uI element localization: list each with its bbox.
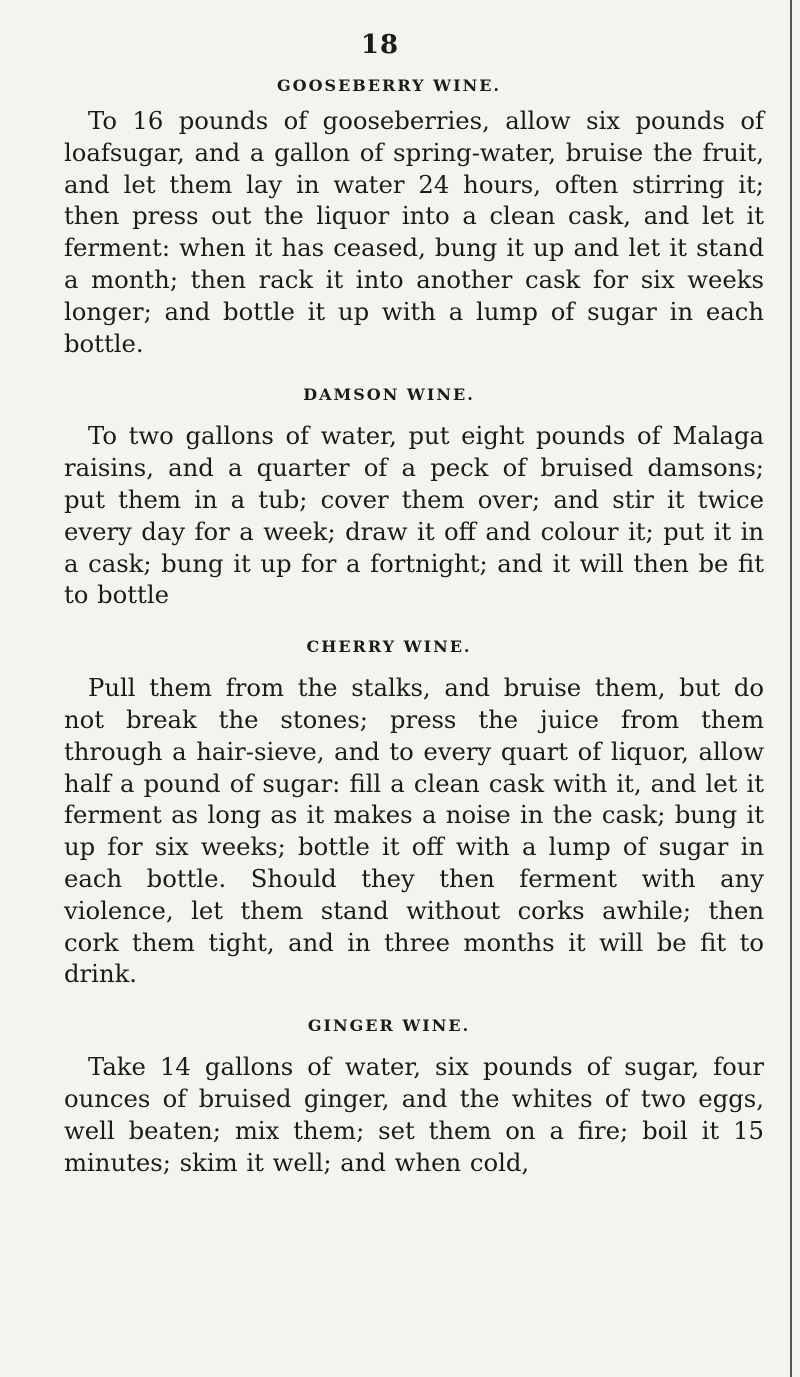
text-column <box>64 76 764 1178</box>
recipe-gooseberry-wine <box>64 76 764 359</box>
page-number: 18 <box>360 30 400 60</box>
page-edge-rule <box>790 0 792 1377</box>
recipe-damson-wine <box>64 385 764 611</box>
recipe-body: To 16 pounds of gooseberries, allow six pounds of loafsugar, and a gallon of spring-water, bruise the fruit, and let them lay in water 24 hours, often stirring it; then press out the liquor into a clean cask, and let it ferment: when it has ceased, bung it up and let it stand a month; then rack it into another cask for six weeks longer; and bottle it up with a lump of sugar in each bottle. <box>64 106 764 358</box>
recipe-body: To two gallons of water, put eight pounds of Malaga raisins, and a quarter of a peck of bruised damsons; put them in a tub; cover them over; and stir it twice every day for a week; draw it off and colour it; put it in a cask; bung it up for a fortnight; and it will then be fit to bottle <box>64 421 764 610</box>
recipe-heading: GINGER WINE. <box>307 1016 471 1036</box>
recipe-ginger-wine <box>64 1016 764 1178</box>
recipe-heading: DAMSON WINE. <box>303 385 475 405</box>
recipe-heading: GOOSEBERRY WINE. <box>277 76 501 95</box>
recipe-heading: CHERRY WINE. <box>306 637 472 657</box>
recipe-cherry-wine <box>64 637 764 990</box>
recipe-body: Pull them from the stalks, and bruise them, but do not break the stones; press the juice from them through a hair-sieve, and to every quart of liquor, allow half a pound of sugar: fill a clean cask with it, and let it ferment as long as it makes a noise in the cask; bung it up for six weeks; bottle it off with a lump of sugar in each bottle. Should they then ferment with any violence, let them stand without corks awhile; then cork them tight, and in three months it will be fit to drink. <box>64 673 764 989</box>
recipe-body: Take 14 gallons of water, six pounds of sugar, four ounces of bruised ginger, and the whites of two eggs, well beaten; mix them; set them on a fire; boil it 15 minutes; skim it well; and when cold, <box>64 1052 764 1177</box>
